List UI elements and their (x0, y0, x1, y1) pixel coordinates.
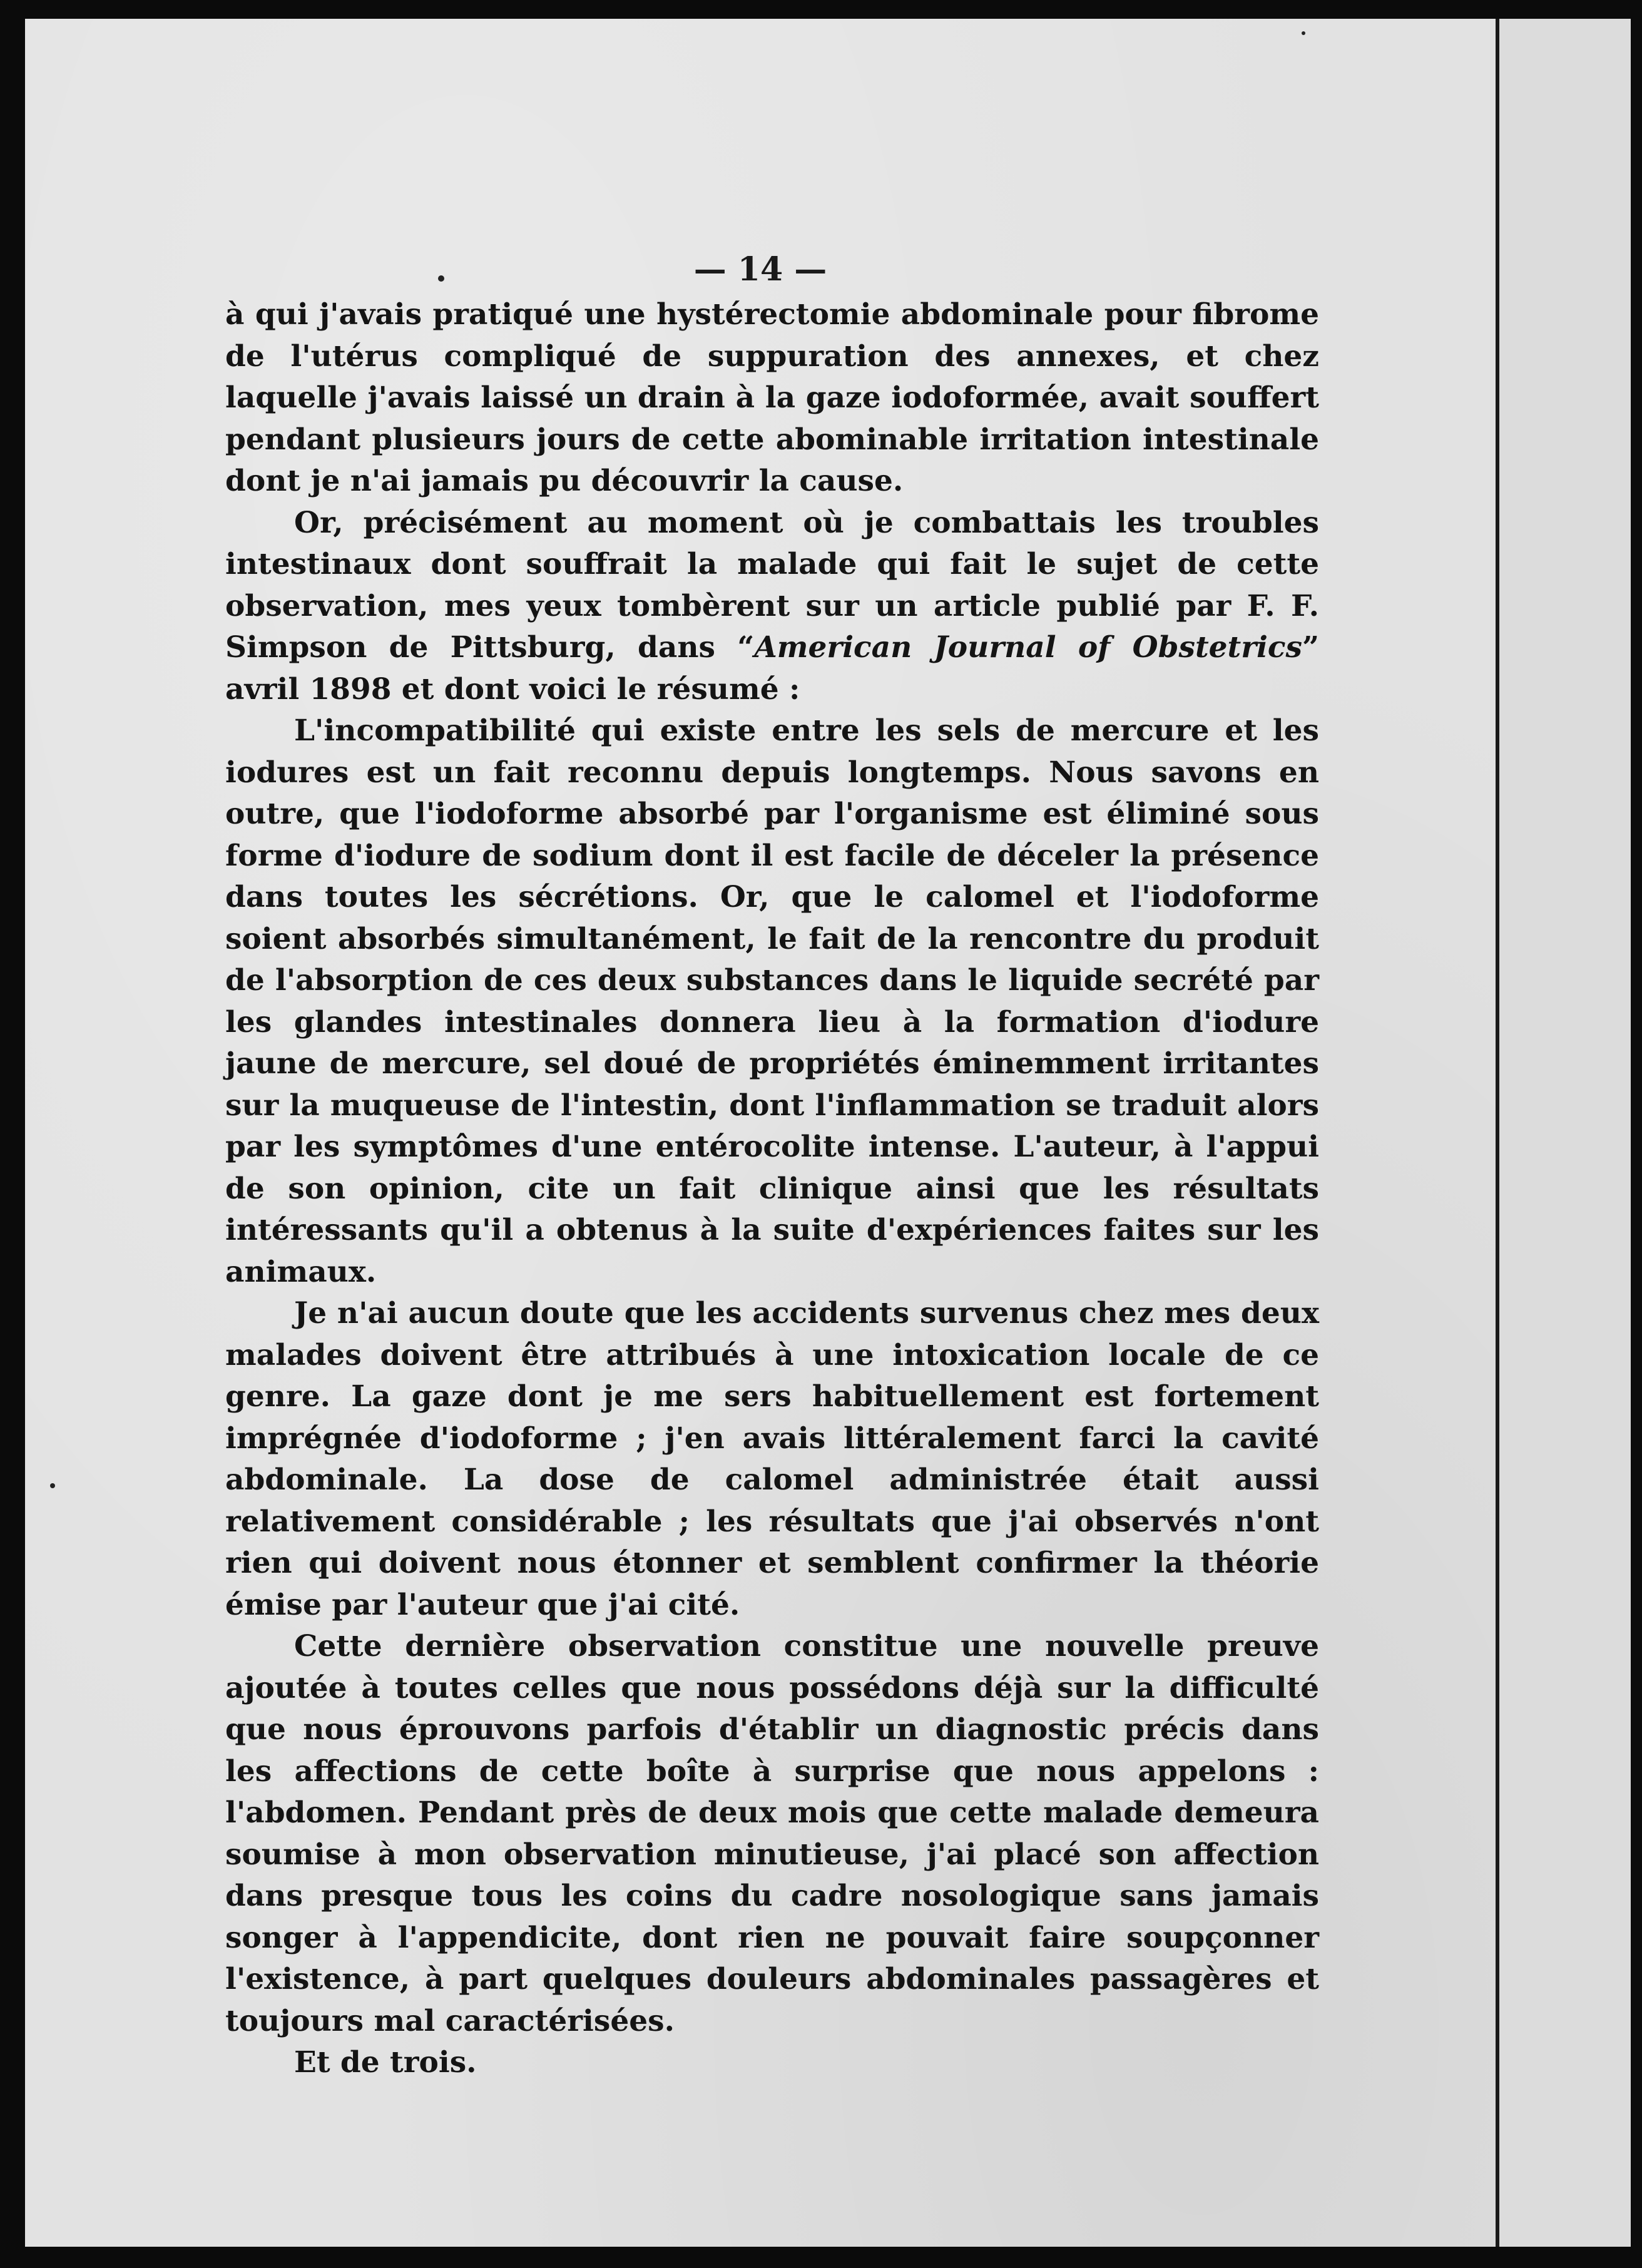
paragraph-2 (225, 503, 1319, 711)
paragraph-5: Cette dernière observation constitue une nouvelle preuve ajoutée à toutes celles que nous possédons déjà sur la difficulté que nous éprouvons parfois d'établir un diagnostic précis dans les affections de cette boîte à surprise que nous appelons : l'abdomen. Pendant près de deux mois que cette malade demeura soumise à mon observation minutieuse, j'ai placé son affection dans presque tous les coins du cadre nosologique sans jamais songer à l'appendicite, dont rien ne pouvait faire soupçonner l'existence, à part quelques douleurs abdominales passagères et toujours mal caractérisées. (225, 1629, 1319, 2038)
paragraph-1: à qui j'avais pratiqué une hystérectomie abdominale pour fibrome de l'utérus compliqué de suppuration des annexes, et chez laquelle j'avais laissé un drain à la gaze iodoformée, avait souffert pendant plusieurs jours de cette abominable irritation intestinale dont je n'ai jamais pu découvrir la cause. (225, 297, 1319, 498)
page-number: — 14 — (693, 250, 827, 289)
paragraph-4: Je n'ai aucun doute que les accidents survenus chez mes deux malades doivent être attribués à une intoxication locale de ce genre. La gaze dont je me sers habituellement est fortement imprégnée d'iodoforme ; j'en avais littéralement farci la cavité abdominale. La dose de calomel administrée était aussi relativement considérable ; les résultats que j'ai observés n'ont rien qui doivent nous étonner et semblent confirmer la théorie émise par l'auteur que j'ai cité. (225, 1296, 1319, 1622)
scan-speck (50, 1483, 55, 1488)
journal-title: American Journal of Obstetrics (754, 630, 1302, 665)
scan-speck (438, 275, 444, 282)
paragraph-2-before: Or, précisément au moment où je combattais les troubles intestinaux dont souffrait la malade qui fait le sujet de cette observation, mes yeux tombèrent sur un article publié par F. F. Simpson de Pittsburg, dans “ (225, 505, 1319, 665)
paragraph-3: L'incompatibilité qui existe entre les sels de mercure et les iodures est un fait reconnu depuis longtemps. Nous savons en outre, que l'iodoforme absorbé par l'organisme est éliminé sous forme d'iodure de sodium dont il est facile de déceler la présence dans toutes les sécrétions. Or, que le calomel et l'iodoforme soient absorbés simultanément, le fait de la rencontre du produit de l'absorption de ces deux substances dans le liquide secrété par les glandes intestinales donnera lieu à la formation d'iodure jaune de mercure, sel doué de propriétés éminemment irritantes sur la muqueuse de l'intestin, dont l'inflammation se traduit alors par les symptômes d'une entérocolite intense. L'auteur, à l'appui de son opinion, cite un fait clinique ainsi que les résultats intéressants qu'il a obtenus à la suite d'expériences faites sur les animaux. (225, 713, 1319, 1289)
paragraph-2-after: ” avril 1898 et dont voici le résumé : (225, 630, 1320, 707)
adjacent-page-edge (1496, 19, 1631, 2247)
paragraph-6: Et de trois. (294, 2045, 477, 2080)
body-text (225, 294, 1319, 2084)
scan-speck (1302, 31, 1305, 35)
